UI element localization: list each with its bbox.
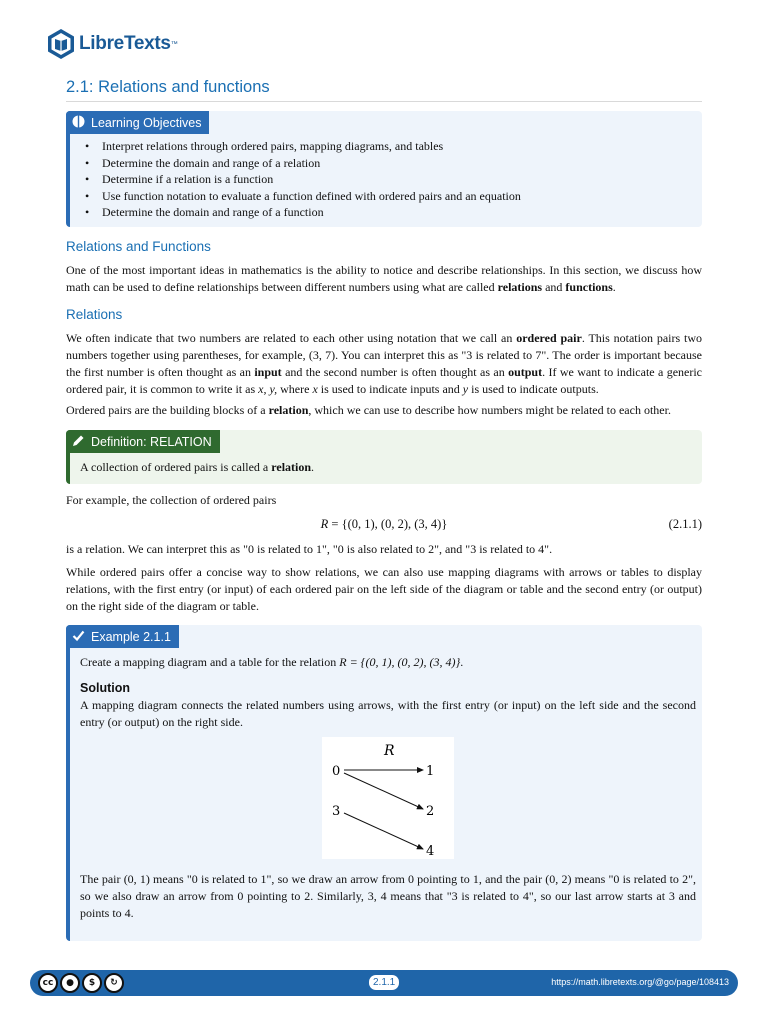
ordered-pair-paragraph: We often indicate that two numbers are related to each other using notation that we call an ordered pair. This notation pairs two numbers together using parentheses, for example, (3, 7). You can interpret this as "3 is related to 7". The order is important because the first number is often thought as an input and the second number is often thought as an output. If we want to indicate a generic ordered pair, it is common to write it as x, y, where x is used to indicate inputs and y is used to indicate outputs.	[66, 331, 702, 396]
equation-number: (2.1.1)	[668, 517, 702, 531]
nc-icon: $	[82, 973, 102, 993]
libretexts-logo-icon	[46, 28, 76, 60]
diagram-output-4: 4	[426, 844, 435, 859]
example-prompt: Create a mapping diagram and a table for the relation R = {(0, 1), (0, 2), (3, 4)}.	[80, 655, 464, 669]
building-blocks-paragraph: Ordered pairs are the building blocks of a relation, which we can use to describe how numbers might be related to each other.	[66, 403, 671, 417]
brand-tm: ™	[170, 40, 178, 48]
term-functions: functions	[565, 280, 613, 294]
mapping-paragraph: While ordered pairs offer a concise way to show relations, we can also use mapping diagrams with arrows or tables to display relations, with the first entry (or input) of each ordered pair on the left side of the diagram or table and the second entry (or output) on the right side of the diagram or table.	[66, 565, 702, 613]
license-badge[interactable]	[38, 973, 124, 993]
objective-item: • Determine the domain and range of a relation	[82, 155, 521, 172]
section-heading-relations: Relations	[66, 307, 123, 322]
sa-icon: ↻	[104, 973, 124, 993]
page-footer	[30, 970, 738, 996]
example-header	[66, 625, 179, 648]
term-relations: relations	[497, 280, 543, 294]
section-heading-relations-functions: Relations and Functions	[66, 239, 211, 254]
objective-item: • Use function notation to evaluate a function defined with ordered pairs and an equation	[82, 188, 521, 205]
solution-title: Solution	[80, 681, 130, 695]
page-title: 2.1: Relations and functions	[66, 78, 270, 96]
cc-icon: cc	[38, 973, 58, 993]
page-number: 2.1.1	[369, 975, 399, 990]
example-title: Example 2.1.1	[91, 629, 171, 644]
diagram-output-1: 1	[426, 764, 435, 779]
intro-paragraph: One of the most important ideas in mathematics is the ability to notice and describe relationships. In this section, we discuss how math can be used to define relationships between different numbers using what are called relations and functions.	[66, 263, 702, 294]
arrow-0-to-2	[344, 773, 423, 809]
pencil-icon	[72, 434, 85, 450]
definition-text: A collection of ordered pairs is called a relation.	[80, 460, 315, 474]
objective-item: • Interpret relations through ordered pairs, mapping diagrams, and tables	[82, 138, 521, 155]
page-url-link[interactable]: https://math.libretexts.org/@go/page/108413	[551, 977, 729, 987]
equation-2-1-1: R = {(0, 1), (0, 2), (3, 4)} (2.1.1)	[320, 517, 702, 531]
diagram-input-0: 0	[332, 764, 341, 779]
by-icon: ●	[60, 973, 80, 993]
objective-item: • Determine the domain and range of a function	[82, 204, 521, 221]
arrow-3-to-4	[344, 813, 423, 849]
solution-paragraph-1: A mapping diagram connects the related numbers using arrows, with the first entry (or input) on the left side and the second entry (or output) on the right side.	[80, 698, 696, 729]
learning-objectives-title: Learning Objectives	[91, 115, 202, 130]
title-divider	[66, 101, 702, 102]
solution-paragraph-2: The pair (0, 1) means "0 is related to 1", so we draw an arrow from 0 pointing to 1, and the pair (0, 2) means "0 is related to 2", so we also draw an arrow from 0 pointing to 2. Similarly, 3, 4 means that "3 is related to 4", so our last arrow starts at 3 and points to 4.	[80, 872, 697, 920]
example-box	[66, 625, 702, 941]
objectives-list	[82, 138, 521, 221]
learning-objectives-box	[66, 111, 702, 227]
definition-box	[66, 430, 702, 484]
check-icon	[72, 629, 85, 645]
definition-header	[66, 430, 220, 453]
learning-objectives-header	[66, 111, 209, 134]
definition-title: Definition: RELATION	[91, 434, 212, 449]
example-intro: For example, the collection of ordered pairs	[66, 493, 277, 507]
brand-name: LibreTexts	[79, 33, 171, 54]
libretexts-logo[interactable]	[46, 27, 178, 61]
after-equation-paragraph: is a relation. We can interpret this as "0 is related to 1", "0 is also related to 2", and "3 is related to 4".	[66, 542, 553, 556]
diagram-label: R	[384, 743, 395, 759]
objectives-icon	[72, 115, 85, 131]
mapping-diagram	[322, 737, 454, 859]
diagram-input-3: 3	[332, 804, 341, 819]
objective-item: • Determine if a relation is a function	[82, 171, 521, 188]
diagram-output-2: 2	[426, 804, 435, 819]
